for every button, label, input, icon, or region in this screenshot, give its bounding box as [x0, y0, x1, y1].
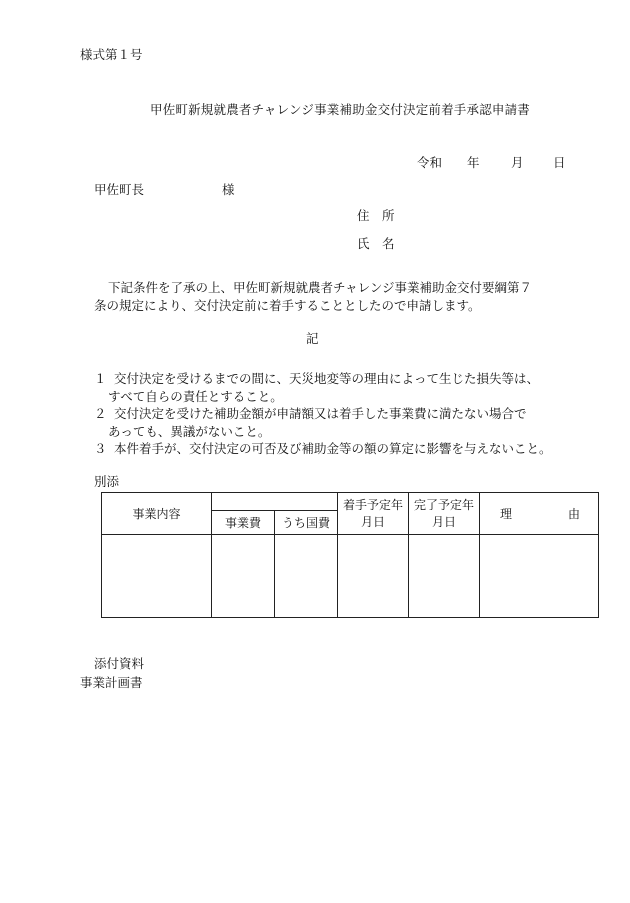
condition-text: 交付決定を受けた補助金額が申請額又は着手した事業費に満たない場合で [114, 406, 527, 421]
condition-number: １ [94, 371, 107, 386]
header-business-cost: 事業費 [212, 511, 275, 535]
annex-table [101, 492, 599, 618]
annex-label: 別添 [94, 474, 120, 489]
applicant-name-label: 氏 名 [357, 236, 395, 251]
condition-text: 交付決定を受けるまでの間に、天災地変等の理由によって生じた損失等は、 [114, 371, 540, 386]
header-business-content: 事業内容 [102, 493, 212, 535]
date-year: 年 [467, 155, 480, 170]
condition-item [94, 405, 594, 423]
condition-continuation: すべて自らの責任とすること。 [108, 388, 283, 404]
attachments-label: 添付資料 [94, 656, 145, 671]
cell-national-share[interactable] [275, 535, 338, 618]
header-reason [480, 493, 599, 535]
header-reason-char-1: 理 [500, 506, 513, 521]
cell-business-cost[interactable] [212, 535, 275, 618]
table-row [102, 535, 599, 618]
request-body [94, 279, 574, 315]
header-cost-group [212, 493, 338, 511]
header-completion-date-line-2: 月日 [431, 514, 456, 529]
request-body-line-1: 下記条件を了承の上、甲佐町新規就農者チャレンジ事業補助金交付要綱第７ [108, 280, 533, 295]
addressee-name: 甲佐町長 [94, 182, 145, 197]
document-title: 甲佐町新規就農者チャレンジ事業補助金交付決定前着手承認申請書 [150, 102, 531, 117]
applicant-address-label: 住 所 [357, 208, 395, 223]
form-number: 様式第１号 [80, 47, 143, 62]
condition-number: ３ [94, 441, 107, 456]
cell-completion-date[interactable] [409, 535, 480, 618]
addressee [94, 184, 235, 197]
header-completion-date-line-1: 完了予定年 [413, 497, 474, 512]
condition-continuation: あっても、異議がないこと。 [108, 423, 271, 439]
date-day: 日 [553, 155, 566, 170]
request-body-line-2: 条の規定により、交付決定前に着手することとしたので申請します。 [94, 298, 481, 313]
header-start-date-line-1: 着手予定年 [342, 497, 403, 512]
cell-business-content[interactable] [102, 535, 212, 618]
condition-item [94, 370, 594, 388]
condition-item [94, 440, 594, 458]
header-national-share: うち国費 [275, 511, 338, 535]
date-month: 月 [511, 155, 524, 170]
header-reason-char-2: 由 [567, 506, 580, 521]
date-era: 令和 [417, 155, 443, 170]
header-start-date [338, 493, 409, 535]
attachment-item: 事業計画書 [80, 675, 143, 690]
cell-reason[interactable] [480, 535, 599, 618]
cell-start-date[interactable] [338, 535, 409, 618]
header-start-date-line-2: 月日 [360, 514, 385, 529]
condition-number: ２ [94, 406, 107, 421]
header-completion-date [409, 493, 480, 535]
ki-heading: 記 [306, 331, 319, 346]
conditions-list [94, 370, 594, 458]
addressee-honorific: 様 [222, 182, 235, 197]
condition-text: 本件着手が、交付決定の可否及び補助金等の額の算定に影響を与えないこと。 [114, 441, 552, 456]
date-line [417, 157, 566, 170]
